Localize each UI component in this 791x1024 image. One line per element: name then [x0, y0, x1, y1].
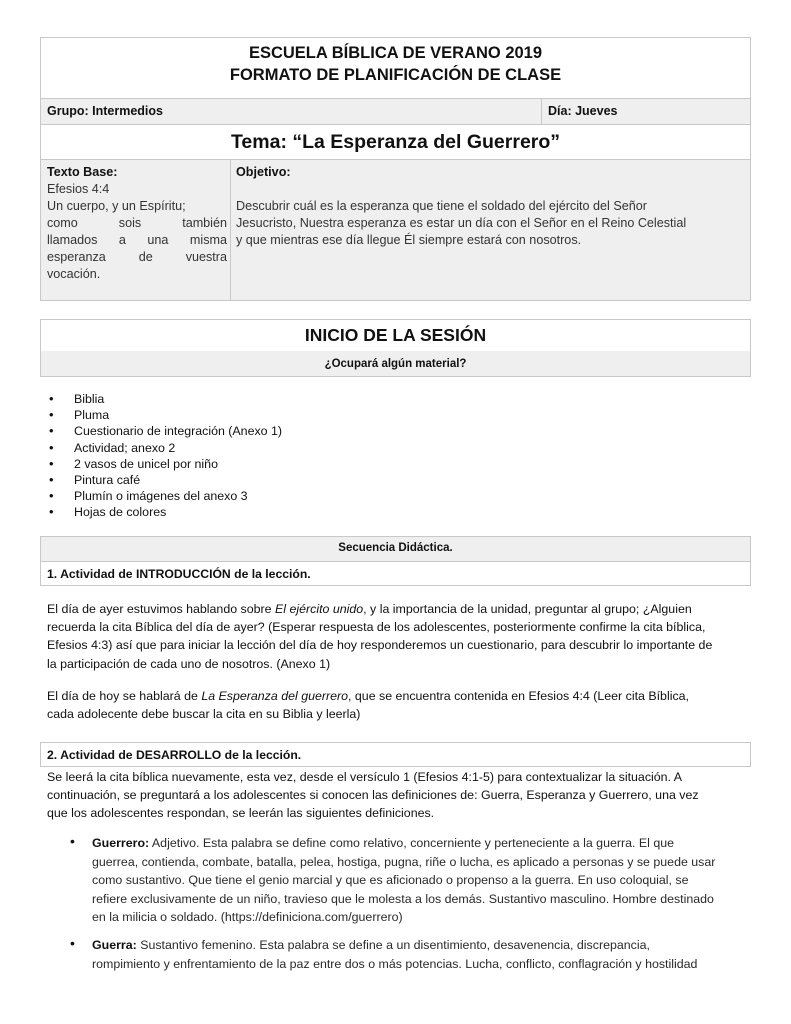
base-text-ref: Efesios 4:4 [47, 182, 110, 196]
intro-text: El día de hoy se hablará de [47, 689, 202, 703]
bullet-icon: • [70, 833, 75, 849]
development-text: Se leerá la cita bíblica nuevamente, esta vez, desde el versículo 1 (Efesios 4:1-5) para contextualizar la situación. A [47, 770, 683, 784]
list-item: • 2 vasos de unicel por niño [46, 456, 282, 472]
list-item: • Biblia [46, 391, 282, 407]
definition-text: como sustantivo. Que tiene el genio marcial y que es aficionado o propenso a la guerra. En uso coloquial, se [92, 873, 689, 888]
definition-item [92, 834, 752, 927]
divider [230, 159, 231, 301]
definition-text: refiere exclusivamente de un niño, travieso que le molesta a los demás. Sustantivo masculino. Hombre destinado [92, 891, 714, 906]
theme-title: Tema: “La Esperanza del Guerrero” [230, 131, 561, 153]
material-question: ¿Ocupará algún material? [324, 358, 467, 370]
intro-text: la participación de cada uno de nosotros. (Anexo 1) [47, 656, 331, 671]
objective-line: Jesucristo, Nuestra esperanza es estar un día con el Señor en el Reino Celestial [236, 216, 687, 230]
base-text-line: como sois también [47, 216, 227, 230]
objective-line: y que mientras ese día llegue Él siempre estará con nosotros. [236, 233, 582, 247]
list-item: • Plumín o imágenes del anexo 3 [46, 488, 282, 504]
definition-text: guerrea, contienda, combate, batalla, pelea, hostiga, pugna, riñe o lucha, es aplicado a personas y se puede usar [92, 854, 716, 869]
intro-text: cada adolecente debe buscar la cita en su Biblia y leerla) [47, 707, 361, 722]
activity1-title: 1. Actividad de INTRODUCCIÓN de la lección. [47, 567, 311, 581]
session-start-title: INICIO DE LA SESIÓN [304, 325, 487, 345]
base-text-line: vocación. [47, 267, 101, 281]
objective-label: Objetivo: [236, 165, 291, 179]
base-text-line: esperanza de vuestra [47, 250, 227, 264]
definition-term: Guerrero: [92, 836, 150, 850]
emphasis-text: El ejército unido [275, 602, 364, 616]
intro-text: Efesios 4:3) así que para iniciar la lección del día de hoy responderemos un cuestionario, para descubrir lo importante de [47, 638, 713, 653]
emphasis-text: La Esperanza del guerrero [201, 689, 349, 703]
base-text-line: llamados a una misma [47, 233, 227, 247]
list-item: • Pintura café [46, 472, 282, 488]
divider [541, 98, 542, 125]
objective-line: Descubrir cuál es la esperanza que tiene el soldado del ejército del Señor [236, 199, 647, 213]
intro-paragraph [47, 687, 747, 723]
base-text-label: Texto Base: [47, 165, 118, 179]
group-label: Grupo: Intermedios [47, 104, 163, 118]
bullet-icon: • [70, 935, 75, 951]
development-paragraph [47, 768, 747, 823]
development-text: continuación, se preguntará a los adolescentes si conocen las definiciones de: Guerra, Esperanza y Guerrero, una vez [47, 788, 699, 803]
list-item: • Hojas de colores [46, 504, 282, 520]
list-item: • Actividad; anexo 2 [46, 440, 282, 456]
intro-text: , y la importancia de la unidad, preguntar al grupo; ¿Alguien [363, 602, 692, 616]
definition-item [92, 936, 752, 973]
materials-list [46, 391, 282, 521]
definition-text: rompimiento y enfrentamiento de la paz entre dos o más potencias. Lucha, conflicto, conflagración y hostilidad [92, 956, 698, 971]
intro-text: , que se encuentra contenida en Efesios 4:4 (Leer cita Bíblica, [348, 689, 689, 703]
list-item: • Cuestionario de integración (Anexo 1) [46, 423, 282, 439]
sequence-title: Secuencia Didáctica. [338, 542, 453, 554]
school-title: ESCUELA BÍBLICA DE VERANO 2019 [248, 44, 543, 62]
intro-text: El día de ayer estuvimos hablando sobre [47, 602, 275, 616]
form-title: FORMATO DE PLANIFICACIÓN DE CLASE [229, 66, 562, 84]
activity2-title: 2. Actividad de DESARROLLO de la lección. [47, 748, 302, 762]
definition-text: Adjetivo. Esta palabra se define como relativo, concerniente y perteneciente a la guerra. El que [149, 836, 675, 850]
intro-text: recuerda la cita Bíblica del día de ayer? (Esperar respuesta de los adolescentes, posteriormente confirme la cita bíblica, [47, 620, 706, 635]
list-item: • Pluma [46, 407, 282, 423]
day-label: Día: Jueves [548, 104, 618, 118]
base-objective-row [40, 159, 751, 301]
definition-text: en la milicia o soldado. (https://definiciona.com/guerrero) [92, 910, 403, 925]
intro-paragraph [47, 600, 747, 673]
base-text-line: Un cuerpo, y un Espíritu; [47, 199, 186, 213]
definition-text: Sustantivo femenino. Esta palabra se define a un disentimiento, desavenencia, discrepancia, [136, 938, 650, 952]
development-text: que los adolescentes respondan, se leerán las siguientes definiciones. [47, 806, 435, 821]
definition-term: Guerra: [92, 938, 137, 952]
